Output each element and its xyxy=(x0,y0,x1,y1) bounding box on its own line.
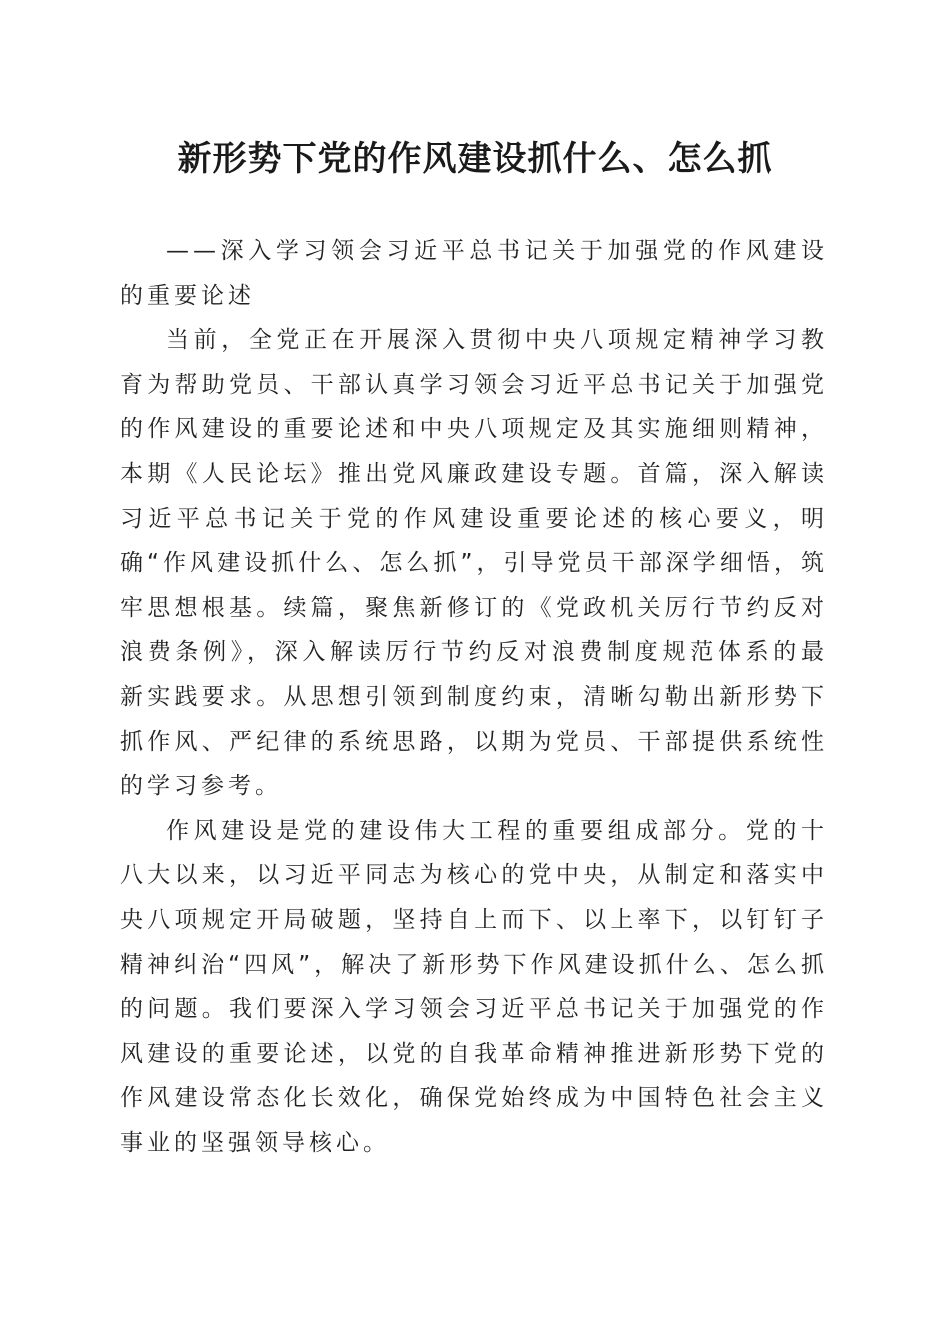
paragraph-intro: 当前，全党正在开展深入贯彻中央八项规定精神学习教育为帮助党员、干部认真学习领会习近平总书记关于加强党的作风建设的重要论述和中央八项规定及其实施细则精神，本期《人民论坛》推出党风廉政建设专题。首篇，深入解读习近平总书记关于党的作风建设重要论述的核心要义，明确“作风建设抓什么、怎么抓”，引导党员干部深学细悟，筑牢思想根基。续篇，聚焦新修订的《党政机关厉行节约反对浪费条例》，深入解读厉行节约反对浪费制度规范体系的最新实践要求。从思想引领到制度约束，清晰勾勒出新形势下抓作风、严纪律的系统思路，以期为党员、干部提供系统性的学习参考。 xyxy=(120,327,828,800)
paragraph-main: 作风建设是党的建设伟大工程的重要组成部分。党的十八大以来，以习近平同志为核心的党中央，从制定和落实中央八项规定开局破题，坚持自上而下、以上率下，以钉钉子精神纠治“四风”，解决了新形势下作风建设抓什么、怎么抓的问题。我们要深入学习领会习近平总书记关于加强党的作风建设的重要论述，以党的自我革命精神推进新形势下党的作风建设常态化长效化，确保党始终成为中国特色社会主义事业的坚强领导核心。 xyxy=(120,817,828,1156)
document-title: 新形势下党的作风建设抓什么、怎么抓 xyxy=(177,139,773,179)
document-body xyxy=(120,229,828,1165)
subtitle: ——深入学习领会习近平总书记关于加强党的作风建设的重要论述 xyxy=(120,238,828,309)
